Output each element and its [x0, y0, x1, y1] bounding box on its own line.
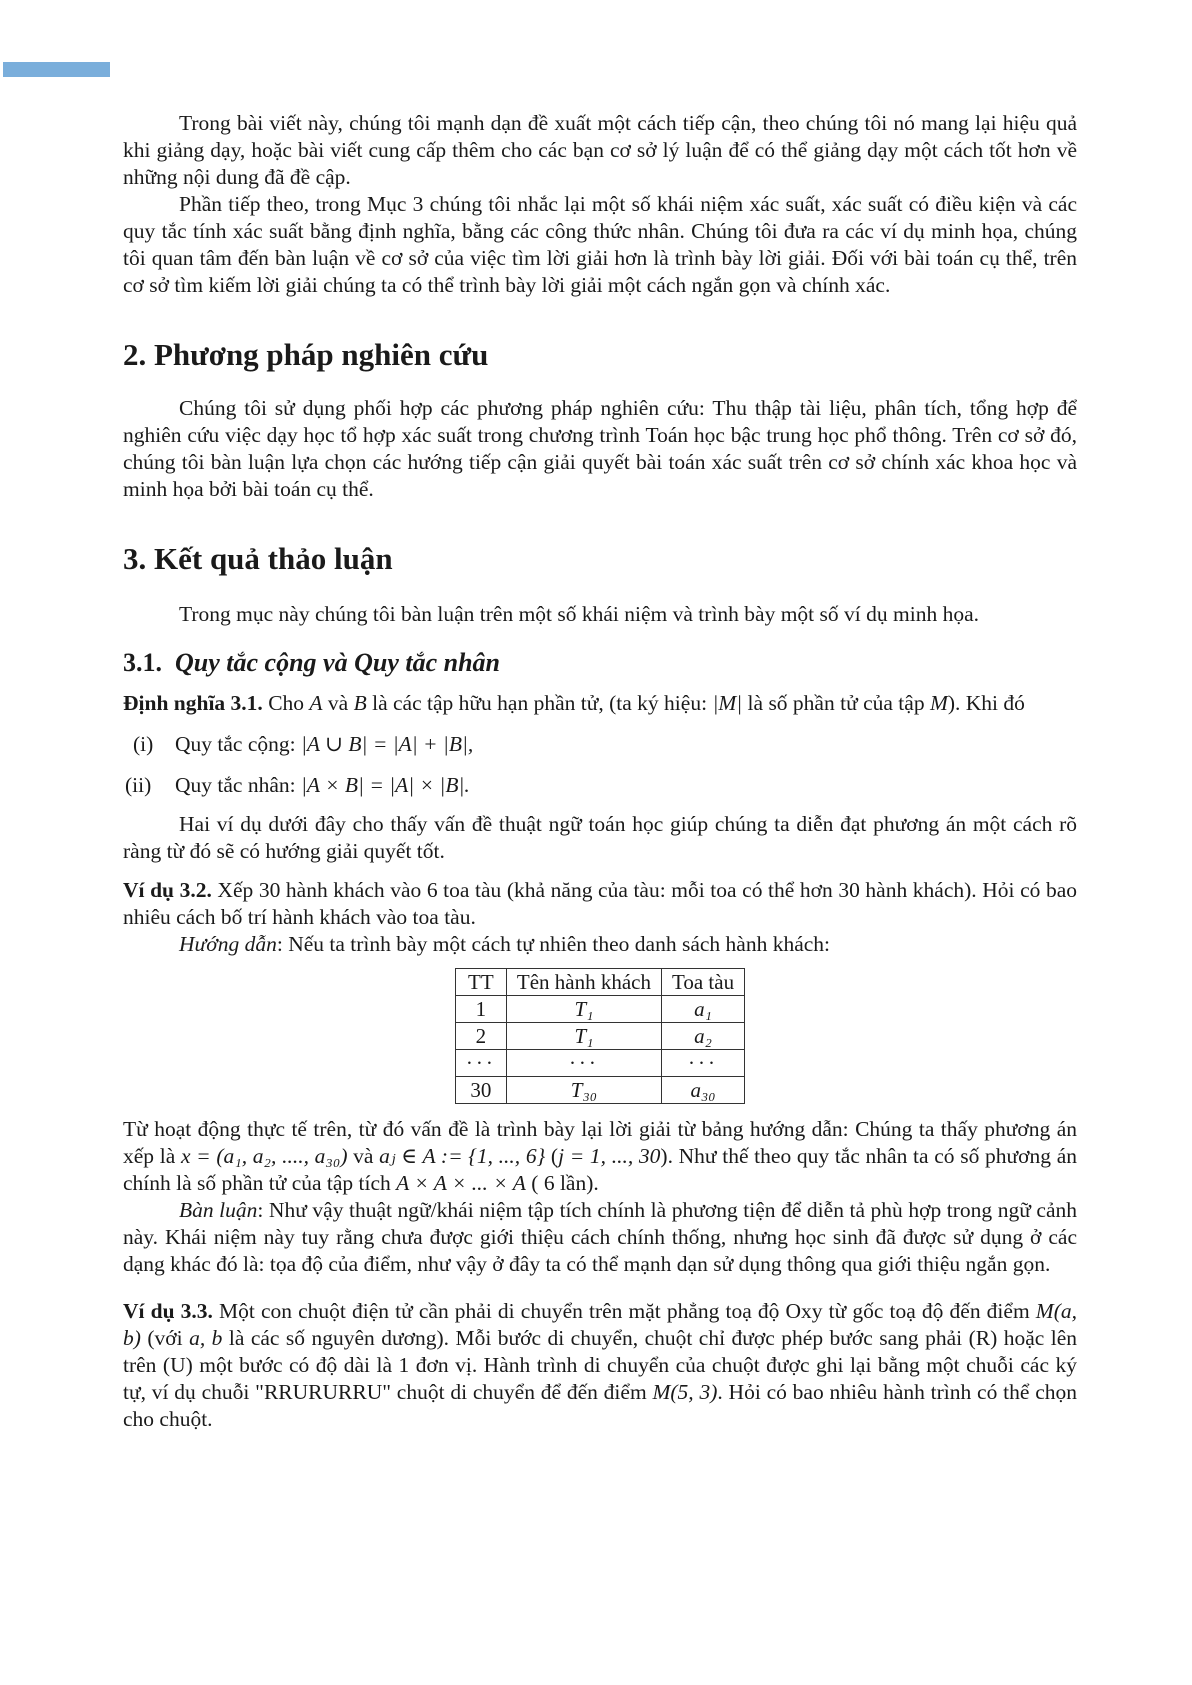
- header-accent-bar: [3, 62, 110, 77]
- math-run: M(a, b): [123, 1299, 1077, 1350]
- table-header: Toa tàu: [662, 969, 745, 996]
- paragraph-after-table: [123, 1116, 1077, 1197]
- text-run: Một con chuột điện tử cần phải di chuyển trên mặt phẳng toạ độ Oxy từ gốc toạ độ đến điểm: [212, 1299, 1036, 1323]
- table-header: TT: [455, 969, 506, 996]
- table-cell: ···: [455, 1050, 506, 1077]
- page-content: [123, 110, 1077, 1433]
- discussion-text: : Như vậy thuật ngữ/khái niệm tập tích chính là phương tiện để diễn tả phù hợp trong ngữ cảnh này. Khái niệm này tuy rằng chưa được giới thiệu cách chính thống, nhưng học sinh đã được sử dụng ở các dạng khác đó là: tọa độ của điểm, như vậy ở đây ta có thể mạnh dạn sử dụng thông qua giới thiệu ngắn gọn.: [123, 1198, 1077, 1276]
- text-run: (: [545, 1144, 559, 1168]
- passenger-table: [455, 968, 745, 1104]
- def-text: là số phần tử của tập: [742, 691, 930, 715]
- table-cell: T₁: [506, 996, 661, 1023]
- math-B: B: [353, 691, 367, 715]
- discussion-paragraph: [123, 1197, 1077, 1278]
- table-cell: 30: [455, 1077, 506, 1104]
- intro-paragraph-1: Trong bài viết này, chúng tôi mạnh dạn đề xuất một cách tiếp cận, theo chúng tôi nó mang lại hiệu quả khi giảng dạy, hoặc bài viết cung cấp thêm cho các bạn cơ sở lý luận để có thể giảng dạy một cách tốt hơn về những nội dung đã đề cập.: [123, 111, 1077, 189]
- text-run: là các số nguyên dương). Mỗi bước di chuyển, chuột chỉ được phép bước sang phải (R) hoặc lên trên (U) một bước có độ dài là 1 đơn vị. Hành trình di chuyển của chuột được ghi lại bằng một chuỗi các ký tự, ví dụ chuỗi "RRURURRU" chuột di chuyển để đến điểm: [123, 1326, 1077, 1404]
- item-text: Quy tắc cộng:: [175, 732, 301, 756]
- text-run: Từ hoạt động thực tế trên, từ đó vấn đề là trình bày lại lời giải từ bảng hướng dẫn: Chúng ta thấy phương án xếp là: [123, 1117, 1077, 1168]
- example-3-2-guide: [123, 931, 1077, 958]
- item-label: (i): [133, 732, 154, 756]
- item-formula: |A × B| = |A| × |B|.: [300, 773, 470, 797]
- table-row: [455, 1050, 744, 1077]
- definition-label: Định nghĩa 3.1.: [123, 691, 263, 715]
- math-run: a, b: [189, 1326, 223, 1350]
- example-label: Ví dụ 3.3.: [123, 1299, 213, 1323]
- item-text: Quy tắc nhân:: [175, 773, 301, 797]
- math-M: M: [929, 691, 948, 715]
- table-cell: 1: [455, 996, 506, 1023]
- paragraph-after-definition: Hai ví dụ dưới đây cho thấy vấn đề thuật ngữ toán học giúp chúng ta diễn đạt phương án một cách rõ ràng từ đó sẽ có hướng giải quyết tốt.: [123, 812, 1077, 863]
- table-row: [455, 1077, 744, 1104]
- math-A: A: [309, 691, 323, 715]
- definition-3-1: [123, 690, 1077, 717]
- text-run: và: [347, 1144, 380, 1168]
- text-run: (với: [140, 1326, 190, 1350]
- table-cell: a₂: [662, 1023, 745, 1050]
- table-cell: a₃₀: [662, 1077, 745, 1104]
- example-3-3: [123, 1298, 1077, 1433]
- subsection-title: Quy tắc cộng và Quy tắc nhân: [175, 648, 500, 677]
- definition-item-2: [123, 772, 1077, 799]
- table-header-row: [455, 969, 744, 996]
- section-3-paragraph: Trong mục này chúng tôi bàn luận trên một số khái niệm và trình bày một số ví dụ minh họa.: [179, 602, 979, 626]
- table-cell: 2: [455, 1023, 506, 1050]
- example-label: Ví dụ 3.2.: [123, 878, 212, 902]
- text-run: ). Như thế theo quy tắc nhân ta có số phương án chính là số phần tử của tập tích: [123, 1144, 1078, 1195]
- intro-paragraph-2: Phần tiếp theo, trong Mục 3 chúng tôi nhắc lại một số khái niệm xác suất, xác suất có điều kiện và các quy tắc tính xác suất bằng định nghĩa, bằng các công thức nhân. Chúng tôi đưa ra các ví dụ minh họa, chúng tôi quan tâm đến bàn luận về cơ sở của việc tìm lời giải hơn là trình bày lời giải. Đối với bài toán cụ thể, trên cơ sở tìm kiếm lời giải chúng ta có thể trình bày lời giải một cách ngắn gọn và chính xác.: [123, 192, 1077, 297]
- def-text: và: [322, 691, 354, 715]
- table-cell: T₃₀: [506, 1077, 661, 1104]
- subsection-3-1-heading: [123, 648, 1077, 678]
- section-3-heading: 3. Kết quả thảo luận: [123, 541, 393, 576]
- math-run: M(5, 3): [652, 1380, 718, 1404]
- def-text: ). Khi đó: [947, 691, 1025, 715]
- example-3-2: [123, 877, 1077, 931]
- table-cell: a₁: [662, 996, 745, 1023]
- discussion-label: Bàn luận: [179, 1198, 258, 1222]
- item-formula: |A ∪ B| = |A| + |B|,: [300, 732, 474, 756]
- math-run: aⱼ ∈ A := {1, ..., 6}: [379, 1144, 546, 1168]
- def-text: Cho: [262, 691, 310, 715]
- def-text: là các tập hữu hạn phần tử, (ta ký hiệu:: [366, 691, 713, 715]
- text-run: ( 6 lần).: [525, 1171, 599, 1195]
- item-label: (ii): [125, 773, 152, 797]
- math-M-abs: |M|: [712, 691, 743, 715]
- math-run: j = 1, ..., 30: [558, 1144, 661, 1168]
- table-header: Tên hành khách: [506, 969, 661, 996]
- definition-item-1: [123, 731, 1077, 758]
- table-cell: ···: [662, 1050, 745, 1077]
- table-row: [455, 996, 744, 1023]
- table-row: [455, 1023, 744, 1050]
- table-cell: T₁: [506, 1023, 661, 1050]
- guide-label: Hướng dẫn: [179, 932, 277, 956]
- section-2-paragraph: Chúng tôi sử dụng phối hợp các phương pháp nghiên cứu: Thu thập tài liệu, phân tích, tổng hợp để nghiên cứu việc dạy học tổ hợp xác suất trong chương trình Toán học bậc trung học phổ thông. Trên cơ sở đó, chúng tôi bàn luận lựa chọn các hướng tiếp cận giải quyết bài toán xác suất trên cơ sở chính xác khoa học và minh họa bởi bài toán cụ thể.: [123, 396, 1077, 501]
- guide-text: : Nếu ta trình bày một cách tự nhiên theo danh sách hành khách:: [276, 932, 831, 956]
- example-text: Xếp 30 hành khách vào 6 toa tàu (khả năng của tàu: mỗi toa có thể hơn 30 hành khách). Hỏi có bao nhiêu cách bố trí hành khách vào toa tàu.: [123, 878, 1078, 929]
- math-run: A × A × ... × A: [396, 1171, 526, 1195]
- math-run: x = (a₁, a₂, ...., a₃₀): [180, 1144, 348, 1168]
- subsection-number: 3.1.: [123, 648, 162, 677]
- section-2-heading: 2. Phương pháp nghiên cứu: [123, 337, 489, 372]
- text-run: . Hỏi có bao nhiêu hành trình có thể chọn cho chuột.: [123, 1380, 1077, 1431]
- table-cell: ···: [506, 1050, 661, 1077]
